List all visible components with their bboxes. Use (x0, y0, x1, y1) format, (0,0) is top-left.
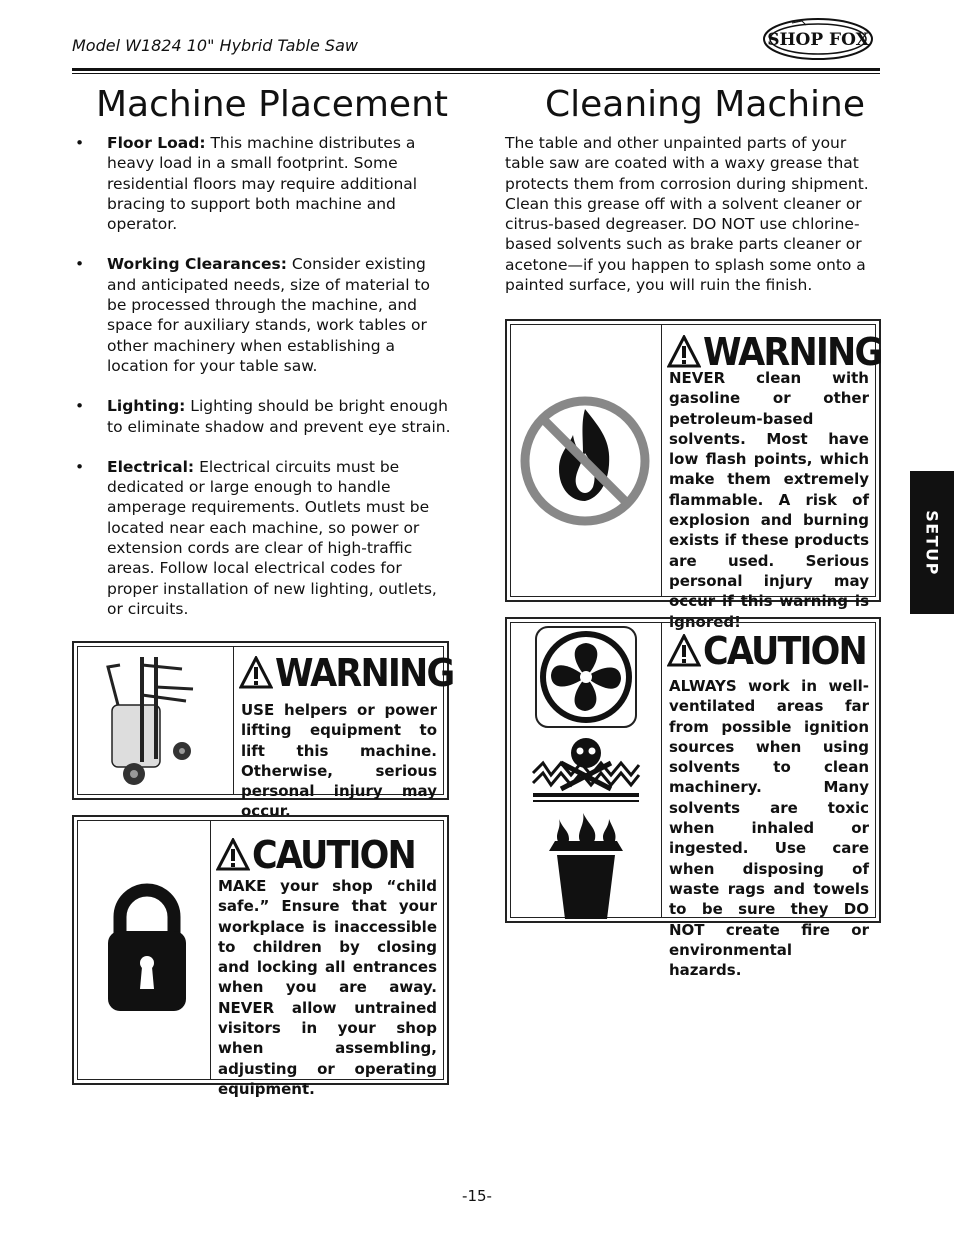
header-rule (72, 68, 880, 71)
alert-triangle-icon (239, 656, 273, 690)
list-item-label: Lighting: (107, 397, 186, 416)
alert-triangle-icon (216, 838, 250, 872)
document-model-title: Model W1824 10" Hybrid Table Saw (72, 36, 358, 55)
list-item-label: Floor Load: (107, 134, 206, 152)
forklift-icon (78, 647, 234, 794)
list-item-electrical (72, 457, 452, 619)
caution-text: ALWAYS work in well-ventilated areas far from possible ignition sources when using solvents to clean machinery. Many solvents are toxic when inhaled or ingested. Use care when disposing of waste rags and towels to be sure they DO NOT create fire or environmental hazards. (669, 677, 869, 980)
list-item-label: Electrical: (107, 457, 195, 476)
signal-word-text: CAUTION (252, 833, 415, 877)
page-number: -15- (462, 1187, 492, 1205)
child-safe-caution-box (72, 815, 449, 1098)
alert-triangle-icon (667, 335, 701, 369)
setup-tab-label: SETUP (922, 509, 942, 576)
list-item-working-clearances (72, 254, 452, 376)
shop-fox-logo (762, 17, 874, 61)
signal-word-text: CAUTION (703, 629, 866, 673)
logo-text: SHOP FOX (767, 30, 869, 50)
warning-text: USE helpers or power lifting equipment to lift this machine. Otherwise, serious personal injury may occur. (241, 701, 437, 821)
cleaning-machine-heading: Cleaning Machine (545, 84, 865, 125)
setup-section-tab[interactable] (910, 471, 954, 614)
warning-text: NEVER clean with gasoline or other petroleum-based solvents. Most have low flash points, which make them extremely flammable. A risk of explosion and burning exists if these products are used. Serious personal injury may occur if this warning is ignored! (669, 369, 869, 631)
alert-triangle-icon (667, 634, 701, 668)
ventilation-fan-icon (536, 627, 636, 727)
caution-signal-word (216, 833, 429, 877)
header-rule-thin (72, 73, 880, 74)
machine-placement-heading: Machine Placement (96, 84, 449, 125)
list-item-floor-load (72, 133, 452, 234)
lifting-warning-box (72, 641, 454, 821)
burning-trash-can-icon (549, 813, 623, 919)
list-item-lighting (72, 396, 452, 437)
signal-word-text: WARNING (703, 330, 882, 374)
signal-word-text: WARNING (275, 651, 454, 695)
cleaning-paragraph: The table and other unpainted parts of your table saw are coated with a waxy grease that protects them from corrosion during shipment. Clean this grease off with a solvent cleaner or citrus-based degreaser. DO NOT use chlorine-based solvents such as brake parts cleaner or acetone—if you happen to splash some onto a painted surface, you will ruin the finish. (505, 134, 869, 295)
solvent-caution-box (505, 617, 881, 980)
caution-images (511, 623, 662, 917)
list-item-text: Electrical circuits must be dedicated or large enough to handle amperage requirements. Outlets must be located near each machine, so power or extension cords are clear of high-traffic areas. Follow local electrical codes for proper installation of new lighting, outlets, or circuits. (107, 457, 437, 618)
toxic-skull-icon (533, 738, 639, 802)
solvent-warning-box (505, 319, 882, 631)
caution-text: MAKE your shop “child safe.” Ensure that your workplace is inaccessible to children by closing and locking all entrances when you are away. NEVER allow untrained visitors in your shop when assembling, adjusting or operating equipment. (218, 877, 437, 1098)
list-item-text: This machine distributes a heavy load in a small footprint. Some residential floors may require additional bracing to support both machine and operator. (107, 134, 418, 234)
list-item-text: Lighting should be bright enough to eliminate shadow and prevent eye strain. (107, 397, 451, 436)
list-item-label: Working Clearances: (107, 255, 287, 274)
warning-signal-word (239, 651, 469, 695)
no-fire-icon (511, 325, 662, 596)
caution-signal-word (667, 629, 880, 673)
machine-placement-list (72, 133, 452, 639)
padlock-icon (78, 821, 211, 1079)
list-item-text: Consider existing and anticipated needs, size of material to be processed through the machine, and space for auxiliary stands, work tables or other machinery when establishing a location for your table saw. (107, 255, 431, 375)
